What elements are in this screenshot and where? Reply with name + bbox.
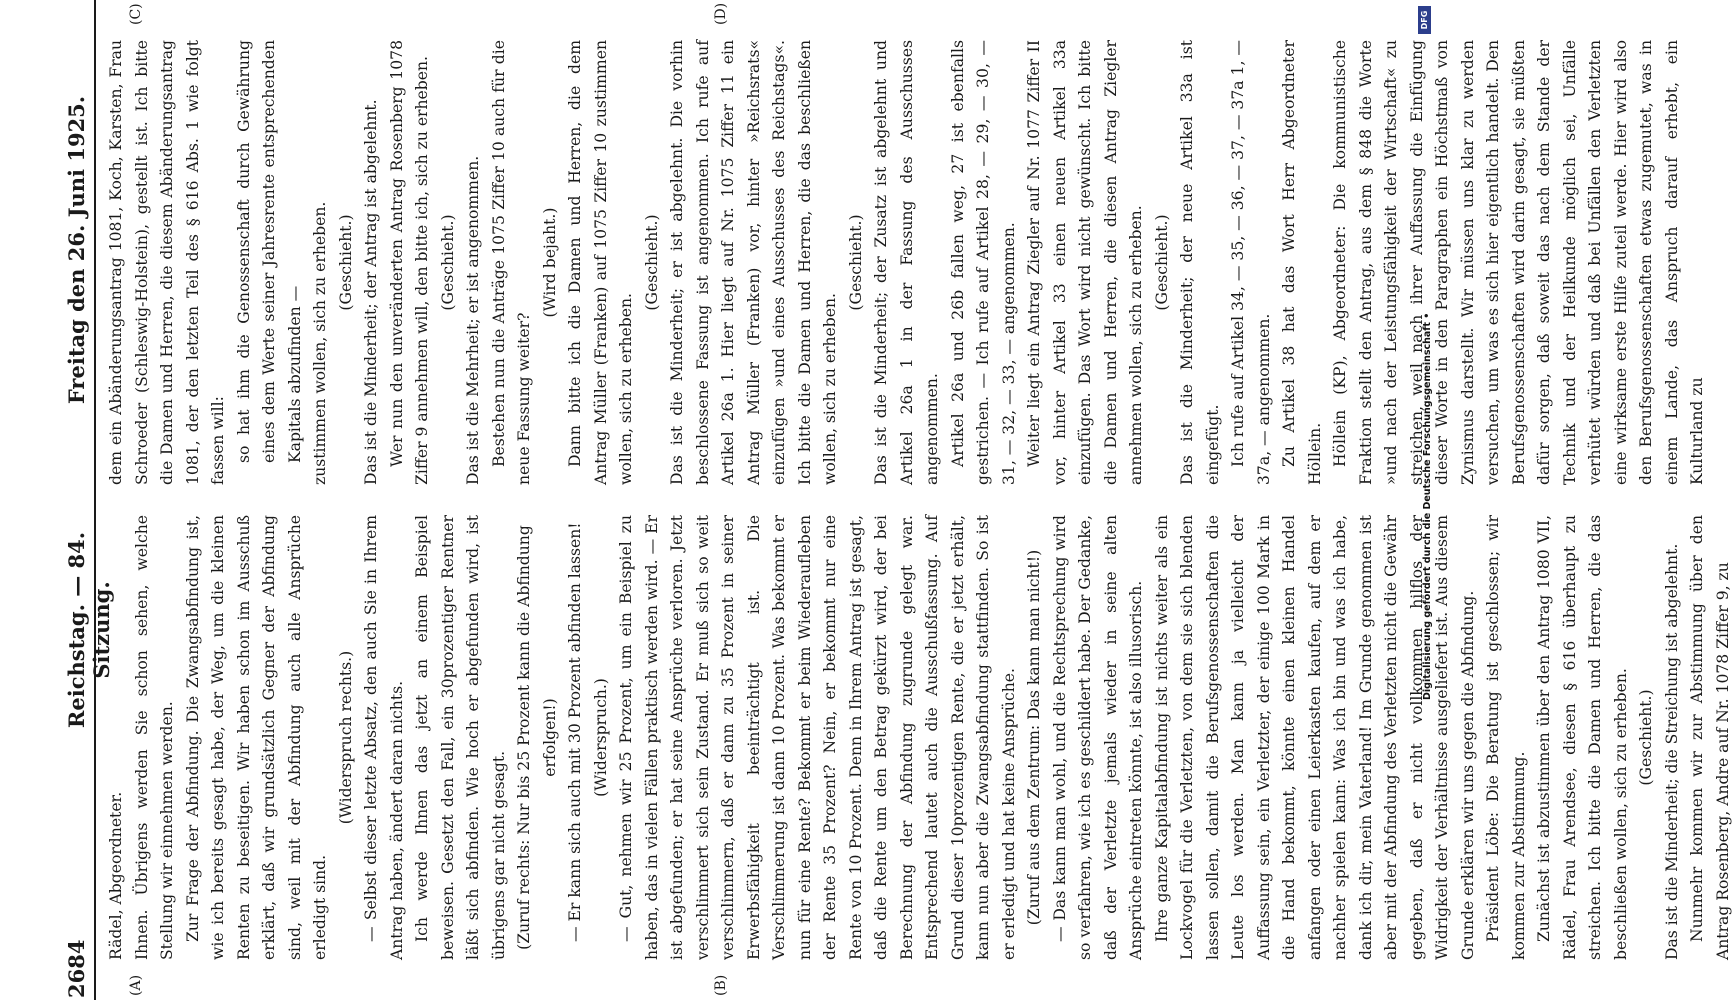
- paragraph: (Zuruf aus dem Zentrum: Das kann man nicht!): [1025, 549, 1043, 926]
- paragraph: — Gut, nehmen wir 25 Prozent, um ein Beispiel zu haben, das in vielen Fällen praktisch werden wird. — Er ist abgefunden; er hat seine Ansprüche verloren. Jetzt verschlimmert sich sein Zustand. Er muß sich so weit verschlimmern, daß er dann zu 35 Prozent in seiner Erwerbsfähigkeit beeinträchtigt ist. Die Verschlimmerung ist dann 10 Prozent. Was bekommt er nun für eine Rente? Bekommt er beim Wiederaufleben der Rente 35 Prozent? Nein, er bekommt nur eine Rente von 10 Prozent. Denn in Ihrem Antrag ist gesagt, daß die Rente um den Betrag gekürzt wird, der bei Berechnung der Abfindung zugrunde gelegt war. Entsprechend lautet auch die Ausschußfassung. Auf Grund dieser 10prozentigen Rente, die er jetzt erhält, kann nun aber die Zwangsabfindung stattfinden. So ist er erledigt und hat keine Ansprüche.: [617, 515, 1018, 960]
- paragraph: (Widerspruch rechts.): [336, 650, 355, 825]
- paragraph: (Geschieht.): [1152, 214, 1171, 311]
- paragraph: Wer nun den unveränderten Antrag Rosenberg 1078 Ziffer 9 annehmen will, den bitte ich, sich zu erheben.: [387, 40, 431, 485]
- paragraph: Zur Frage der Abfindung. Die Zwangsabfindung ist, wie ich bereits gesagt habe, der Weg, um die kleinen Renten zu beseitigen. Wir haben schon im Ausschuß erklärt, daß wir grundsätzlich Gegner der Abfindung sind, weil mit der Abfindung auch alle Ansprüche erledigt sind.: [183, 515, 329, 960]
- paragraph: so hat ihm die Genossenschaft durch Gewährung eines dem Werte seiner Jahresrente entsprechenden Kapitals abzufinden —: [234, 40, 304, 463]
- paragraph: — Das kann man wohl, und die Rechtsprechung wird so verfahren, wie ich es geschildert habe. Der Gedanke, daß der Verletzte jemals wieder in seine alten Ansprüche eintreten könnte, ist also illusorisch.: [1050, 515, 1145, 960]
- dfg-logo: [1418, 6, 1431, 34]
- paragraph: Das ist die Minderheit; der Antrag ist abgelehnt.: [362, 99, 380, 485]
- header-date: Freitag den 26. Juni 1925.: [64, 95, 89, 405]
- page-header: [58, 0, 114, 1000]
- paragraph: (Geschieht.): [846, 214, 865, 311]
- paragraph: Das ist die Minderheit; die Streichung ist abgelehnt.: [1662, 543, 1681, 960]
- paragraph: Bestehen nun die Anträge 1075 Ziffer 10 auch für die neue Fassung weiter?: [489, 40, 533, 485]
- paragraph: Ich rufe auf Artikel 34, — 35, — 36, — 37, — 37a 1, — 37a, — angenommen.: [1229, 40, 1273, 485]
- paragraph: dem ein Abänderungsantrag 1081, Koch, Karsten, Frau Schroeder (Schleswig-Holstein), gestellt ist. Ich bitte die Damen und Herren, die diesem Abänderungsantrag 1081, der den letzten Teil des § 616 Abs. 1 wie folgt fassen will:: [107, 40, 227, 485]
- paragraph: Das ist die Mehrheit; er ist angenommen.: [464, 155, 482, 485]
- margin-marker-a: (A): [128, 974, 144, 996]
- paragraph: Dann bitte ich die Damen und Herren, die dem Antrag Müller (Franken) auf 1075 Ziffer 10 zustimmen wollen, sich zu erheben.: [566, 40, 635, 485]
- paragraph: Zunächst ist abzustimmen über den Antrag 1080 VII, Rädel, Frau Arendsee, diesen § 616 überhaupt zu streichen. Ich bitte die Damen und Herren, die das beschließen wollen, sich zu erheben.: [1535, 515, 1630, 960]
- paragraph: Weiter liegt ein Antrag Ziegler auf Nr. 1077 Ziffer II vor, hinter Artikel 33 einen neuen Artikel 33a einzufügen. Das Wort wird nicht gewünscht. Ich bitte die Damen und Herren, die diesen Antrag Ziegler annehmen wollen, sich zu erheben.: [1025, 40, 1145, 485]
- paragraph: Ihre ganze Kapitalabfindung ist nichts weiter als ein Lockvogel für die Verletzten, von dem sie sich blenden lassen sollen, damit die Berufsgenossenschaften die Leute los werden. Man kann ja vielleicht der Auffassung sein, ein Verletzter, der einige 100 Mark in die Hand bekommt, könnte einen kleinen Handel anfangen oder einen Leierkasten kaufen, auf dem er nachher spielen kann: Was ich bin und was ich habe, dank ich dir, mein Vaterland! Im Grunde genommen ist aber mit der Abfindung des Verletzten nicht die Gewähr gegeben, daß er nicht vollkommen hilflos der Widrigkeit der Verhältnisse ausgeliefert ist. Aus diesem Grunde erklären wir uns gegen die Abfindung.: [1152, 515, 1477, 960]
- paragraph: Zu Artikel 38 hat das Wort Herr Abgeordneter Höllein.: [1280, 40, 1324, 485]
- paragraph: (Widerspruch.): [591, 678, 610, 797]
- margin-marker-c: (C): [128, 3, 144, 25]
- paragraph: Rädel, Abgeordneter.: [107, 791, 125, 960]
- paragraph: — Selbst dieser letzte Absatz, den auch Sie in Ihrem Antrag haben, ändert daran nichts.: [362, 515, 406, 960]
- paragraph: — Er kann sich auch mit 30 Prozent abfinden lassen!: [566, 522, 584, 942]
- header-session: Reichstag. — 84. Sitzung.: [64, 531, 114, 729]
- paragraph: Nunmehr kommen wir zur Abstimmung über den Antrag Rosenberg, Andre auf Nr. 1078 Ziffer 9, zu: [1688, 515, 1732, 960]
- paragraph: Ihnen. Übrigens werden Sie schon sehen, welche Stellung wir einnehmen werden.: [132, 515, 176, 960]
- paragraph: (Wird bejaht.): [540, 207, 559, 318]
- paragraph: Das ist die Minderheit; der Zusatz ist abgelehnt und Artikel 26a 1 in der Fassung des Ausschusses angenommen.: [872, 40, 941, 485]
- paragraph: Ich werde Ihnen das jetzt an einem Beispiel beweisen. Gesetzt den Fall, ein 30prozentiger Rentner läßt sich abfinden. Wie hoch er abgefunden wird, ist übrigens gar nicht gesagt.: [413, 515, 508, 960]
- paragraph: Das ist die Minderheit; der neue Artikel 33a ist eingefügt.: [1178, 40, 1222, 485]
- paragraph: (Geschieht.): [438, 214, 457, 311]
- digitization-credit-text: Digitalisierung gefördert durch die Deutsche Forschungsgemeinschaft •: [1422, 312, 1433, 700]
- dfg-logo-text: DFG: [1420, 10, 1429, 30]
- left-text-column: [104, 515, 1732, 960]
- paragraph: zustimmen wollen, sich zu erheben.: [311, 201, 329, 485]
- paragraph: Präsident Löbe: Die Beratung ist geschlossen; wir kommen zur Abstimmung.: [1484, 515, 1528, 960]
- paragraph: Höllein (KP), Abgeordneter: Die kommunistische Fraktion stellt den Antrag, aus dem § 848 die Worte »und nach der Leistungsfähigkeit der Wirtschaft« zu streichen, weil nach ihrer Auffassung die Einfügung dieser Worte in den Paragraphen ein Höchstmaß von Zynismus darstellt. Wir müssen uns klar zu werden versuchen, um was es sich hier eigentlich handelt. Den Berufsgenossenschaften wird darin gesagt, sie müßten dafür sorgen, daß soweit das nach dem Stande der Technik und der Heilkunde möglich sei, Unfälle verhütet würden und daß bei Unfällen den Verletzten eine wirksame erste Hilfe zuteil werde. Hier wird also den Berufsgenossenschaften etwas zugemutet, was in einem Lande, das Anspruch darauf erhebt, ein Kulturland zu: [1331, 40, 1706, 485]
- paragraph: (Zuruf rechts: Nur bis 25 Prozent kann die Abfindung erfolgen!): [515, 525, 559, 950]
- page-number: 2684: [64, 939, 89, 998]
- paragraph: (Geschieht.): [1637, 689, 1655, 786]
- paragraph: (Geschieht.): [336, 214, 355, 311]
- margin-marker-b: (B): [713, 974, 729, 996]
- right-text-column: [104, 40, 1706, 485]
- paragraph: (Geschieht.): [642, 214, 661, 311]
- digitization-credit: [1416, 0, 1434, 1000]
- paragraph: Das ist die Minderheit; er ist abgelehnt. Die vorhin beschlossene Fassung ist angenommen. Ich rufe auf Artikel 26a 1. Hier liegt auf Nr. 1075 Ziffer 11 ein Antrag Müller (Franken) vor, hinter »Reichsrats« einzufügen »und eines Ausschusses des Reichstags«. Ich bitte die Damen und Herren, die das beschließen wollen, sich zu erheben.: [668, 40, 839, 485]
- paragraph: Artikel 26a und 26b fallen weg, 27 ist ebenfalls gestrichen. — Ich rufe auf Artikel 28, — 29, — 30, — 31, — 32, — 33, — angenommen.: [948, 40, 1018, 485]
- margin-marker-d: (D): [713, 2, 729, 25]
